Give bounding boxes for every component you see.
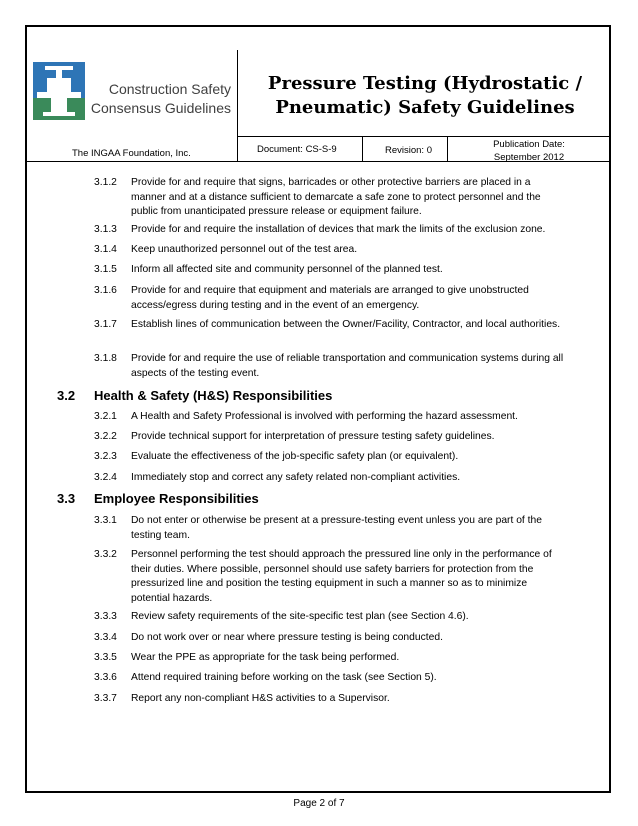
item-text: Evaluate the effectiveness of the job-specific safety plan (or equivalent). bbox=[131, 451, 459, 462]
revision-number: Revision: 0 bbox=[385, 145, 432, 156]
header-divider bbox=[237, 50, 238, 162]
item-text: Keep unauthorized personnel out of the test area. bbox=[131, 244, 358, 255]
item-text: Inform all affected site and community personnel of the planned test. bbox=[131, 264, 443, 275]
item-number: 3.2.4 bbox=[94, 472, 117, 483]
item-number: 3.3.5 bbox=[94, 652, 117, 663]
header-divider bbox=[362, 136, 363, 162]
item-number: 3.1.3 bbox=[94, 224, 117, 235]
item-text: Provide for and require the use of reliable transportation and communication systems during all aspects of the testing event. bbox=[131, 353, 564, 379]
page-number: Page 2 of 7 bbox=[293, 798, 345, 809]
item-number: 3.2.1 bbox=[94, 411, 117, 422]
item-text: Provide technical support for interpretation of pressure testing safety guidelines. bbox=[131, 431, 495, 442]
item-number: 3.1.5 bbox=[94, 264, 117, 275]
item-text: Do not work over or near where pressure testing is being conducted. bbox=[131, 632, 443, 643]
item-text: A Health and Safety Professional is involved with performing the hazard assessment. bbox=[131, 411, 518, 422]
item-text: Do not enter or otherwise be present at a pressure-testing event unless you are part of the testing team. bbox=[131, 515, 542, 541]
item-number: 3.2.2 bbox=[94, 431, 117, 442]
item-text: Report any non-compliant H&S activities to a Supervisor. bbox=[131, 693, 390, 704]
item-number: 3.3.6 bbox=[94, 672, 117, 683]
item-text: Immediately stop and correct any safety related non-compliant activities. bbox=[131, 472, 461, 483]
title-line2: Pneumatic) Safety Guidelines bbox=[275, 97, 575, 118]
item-text: Personnel performing the test should approach the pressured line only in the performance of their duties. Where possible, personnel should use safety barriers for protection from the pressurized line and position the testing equipment in such a manner so as to minimize potential hazards. bbox=[131, 549, 552, 604]
item-number: 3.3.7 bbox=[94, 693, 117, 704]
item-number: 3.3.2 bbox=[94, 549, 117, 560]
item-number: 3.1.7 bbox=[94, 319, 117, 330]
publication-date bbox=[447, 138, 611, 164]
pub-label: Publication Date: bbox=[493, 139, 565, 150]
item-text: Wear the PPE as appropriate for the task being performed. bbox=[131, 652, 400, 663]
item-number: 3.1.8 bbox=[94, 353, 117, 364]
item-text: Provide for and require that signs, barricades or other protective barriers are placed in a manner and at a distance sufficient to demarcate a safe zone to protect personnel and the public from unanticipated pressure release or equipment failure. bbox=[131, 177, 541, 217]
document-title bbox=[250, 72, 600, 120]
section-number: 3.3 bbox=[57, 491, 76, 506]
item-number: 3.3.1 bbox=[94, 515, 117, 526]
section-title: Employee Responsibilities bbox=[94, 491, 259, 506]
pub-date: September 2012 bbox=[493, 152, 565, 163]
org-line2: Consensus Guidelines bbox=[90, 100, 231, 116]
item-text: Attend required training before working on the task (see Section 5). bbox=[131, 672, 437, 683]
item-number: 3.3.3 bbox=[94, 611, 117, 622]
title-line1: Pressure Testing (Hydrostatic / bbox=[267, 73, 583, 94]
section-title: Health & Safety (H&S) Responsibilities bbox=[94, 388, 333, 403]
item-text: Review safety requirements of the site-specific test plan (see Section 4.6). bbox=[131, 611, 469, 622]
ingaa-logo-icon bbox=[33, 62, 85, 120]
item-text: Provide for and require the installation of devices that mark the limits of the exclusion zone. bbox=[131, 224, 546, 235]
org-line1: Construction Safety bbox=[108, 81, 231, 97]
organization-name bbox=[85, 80, 231, 118]
item-text: Establish lines of communication between the Owner/Facility, Contractor, and local authorities. bbox=[131, 319, 561, 330]
item-text: Provide for and require that equipment and materials are arranged to give unobstructed access/egress during testing and in the event of an emergency. bbox=[131, 285, 529, 311]
item-number: 3.3.4 bbox=[94, 632, 117, 643]
item-number: 3.2.3 bbox=[94, 451, 117, 462]
section-number: 3.2 bbox=[57, 388, 76, 403]
item-number: 3.1.2 bbox=[94, 177, 117, 188]
foundation-name: The INGAA Foundation, Inc. bbox=[72, 148, 191, 159]
header-divider bbox=[237, 136, 611, 137]
document-number: Document: CS-S-9 bbox=[257, 144, 337, 155]
item-number: 3.1.4 bbox=[94, 244, 117, 255]
item-number: 3.1.6 bbox=[94, 285, 117, 296]
